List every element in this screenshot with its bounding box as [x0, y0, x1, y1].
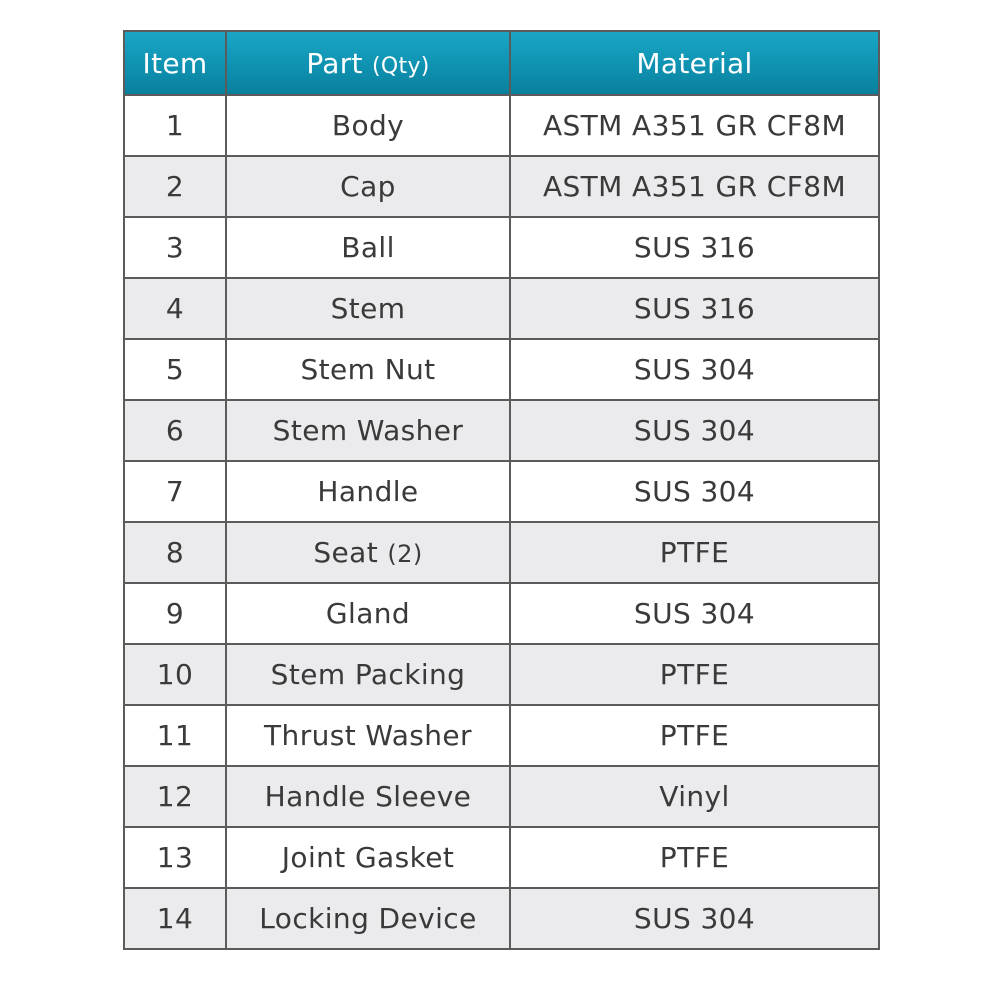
cell-part — [226, 217, 510, 278]
cell-material: PTFE — [510, 827, 879, 888]
cell-item: 8 — [124, 522, 226, 583]
table-row — [124, 583, 879, 644]
cell-item: 1 — [124, 95, 226, 156]
parts-table — [123, 30, 880, 950]
header-material: Material — [510, 31, 879, 95]
cell-part — [226, 461, 510, 522]
cell-material: PTFE — [510, 644, 879, 705]
cell-part — [226, 95, 510, 156]
cell-part — [226, 705, 510, 766]
cell-material: SUS 304 — [510, 461, 879, 522]
cell-material: ASTM A351 GR CF8M — [510, 156, 879, 217]
cell-item: 12 — [124, 766, 226, 827]
cell-part — [226, 827, 510, 888]
cell-part — [226, 339, 510, 400]
cell-item: 5 — [124, 339, 226, 400]
cell-item: 2 — [124, 156, 226, 217]
cell-material: PTFE — [510, 522, 879, 583]
cell-part-label: Cap — [340, 170, 396, 203]
table-header — [124, 31, 879, 95]
cell-part-label: Stem Packing — [270, 658, 466, 691]
table-row — [124, 461, 879, 522]
cell-part — [226, 278, 510, 339]
cell-material: SUS 316 — [510, 278, 879, 339]
cell-part — [226, 400, 510, 461]
cell-item: 9 — [124, 583, 226, 644]
cell-item: 10 — [124, 644, 226, 705]
cell-material: SUS 304 — [510, 339, 879, 400]
cell-item: 7 — [124, 461, 226, 522]
table-body — [124, 95, 879, 949]
cell-part — [226, 522, 510, 583]
cell-item: 6 — [124, 400, 226, 461]
cell-part-label: Gland — [325, 597, 411, 630]
table-row — [124, 339, 879, 400]
table-row — [124, 705, 879, 766]
cell-material: SUS 304 — [510, 888, 879, 949]
cell-part-label: Ball — [341, 231, 395, 264]
table-row — [124, 766, 879, 827]
table-row — [124, 522, 879, 583]
cell-item: 13 — [124, 827, 226, 888]
table-row — [124, 278, 879, 339]
table-row — [124, 400, 879, 461]
cell-part-label: Thrust Washer — [264, 719, 472, 752]
cell-item: 14 — [124, 888, 226, 949]
header-part-qty: (Qty) — [372, 53, 430, 79]
table-row — [124, 888, 879, 949]
table-row — [124, 95, 879, 156]
cell-part-label: Joint Gasket — [281, 841, 455, 874]
cell-material: SUS 304 — [510, 583, 879, 644]
table-row — [124, 644, 879, 705]
cell-part-qty: (2) — [387, 540, 423, 568]
cell-part-label: Locking Device — [259, 902, 477, 935]
cell-part — [226, 156, 510, 217]
header-row — [124, 31, 879, 95]
cell-material: SUS 316 — [510, 217, 879, 278]
cell-part-label: Stem Washer — [272, 414, 464, 447]
header-item: Item — [124, 31, 226, 95]
cell-material: ASTM A351 GR CF8M — [510, 95, 879, 156]
parts-table-container — [123, 30, 878, 950]
cell-part-label: Stem — [330, 292, 406, 325]
table-row — [124, 156, 879, 217]
header-part — [226, 31, 510, 95]
cell-material: Vinyl — [510, 766, 879, 827]
cell-part-label: Seat — [313, 536, 379, 569]
cell-part-label: Body — [331, 109, 405, 142]
cell-part-label: Handle Sleeve — [264, 780, 472, 813]
cell-part — [226, 644, 510, 705]
header-part-label: Part — [306, 46, 363, 80]
cell-part-label: Stem Nut — [300, 353, 436, 386]
cell-item: 3 — [124, 217, 226, 278]
cell-item: 11 — [124, 705, 226, 766]
table-row — [124, 827, 879, 888]
cell-material: PTFE — [510, 705, 879, 766]
cell-part-label: Handle — [317, 475, 419, 508]
cell-part — [226, 888, 510, 949]
cell-item: 4 — [124, 278, 226, 339]
cell-material: SUS 304 — [510, 400, 879, 461]
cell-part — [226, 766, 510, 827]
cell-part — [226, 583, 510, 644]
table-row — [124, 217, 879, 278]
